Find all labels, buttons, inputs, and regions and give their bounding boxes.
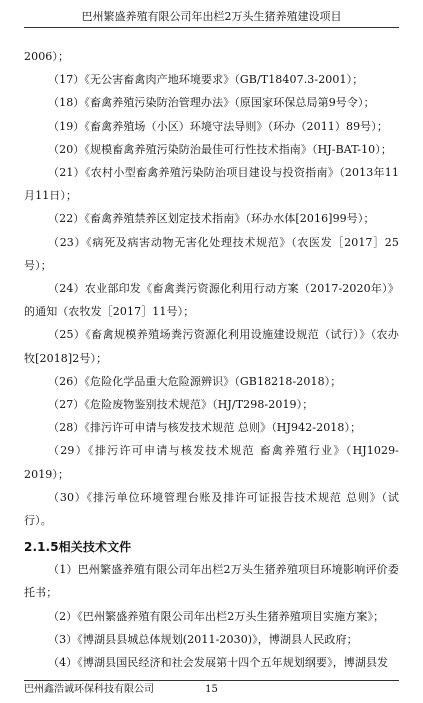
paragraph: （18）《畜禽养殖污染防治管理办法》（原国家环保总局第9号令）； <box>48 96 375 110</box>
page-header <box>24 10 399 28</box>
page-body <box>24 45 399 674</box>
paragraph: （1）巴州繁盛养殖有限公司年出栏2万头生猪养殖项目环境影响评价委托书； <box>24 563 399 600</box>
paragraph: （3）《博湖县县城总体规划(2011-2030)》，博湖县人民政府； <box>48 632 358 646</box>
paragraph: （20）《规模畜禽养殖污染防治最佳可行性技术指南》（HJ-BAT-10）； <box>48 142 392 156</box>
section-heading: 2.1.5相关技术文件 <box>24 540 132 555</box>
paragraph: （2）《巴州繁盛养殖有限公司年出栏2万头生猪养殖项目实施方案》； <box>48 609 385 623</box>
paragraph: （26）《危险化学品重大危险源辨识》（GB18218-2018）； <box>48 374 342 388</box>
paragraph: （21）《农村小型畜禽养殖污染防治项目建设与投资指南》（2013年11月11日）； <box>24 166 399 203</box>
paragraph: （19）《畜禽养殖场（小区）环境守法导则》（环办（2011）89号）； <box>48 119 388 133</box>
paragraph: （4）《博湖县国民经济和社会发展第十四个五年规划纲要》，博湖县发 <box>48 656 389 670</box>
paragraph: （22）《畜禽养殖禁养区划定技术指南》（环办水体[2016]99号）； <box>48 212 375 226</box>
page-number: 15 <box>205 684 218 695</box>
footer-company: 巴州鑫浩诚环保科技有限公司 <box>24 684 154 695</box>
paragraph: （17）《无公害畜禽肉产地环境要求》（GB/T18407.3-2001）； <box>48 73 364 87</box>
paragraph: （29）《排污许可申请与核发技术规范 畜禽养殖行业》（HJ1029-2019）； <box>24 444 399 481</box>
paragraph: （30）《排污单位环境管理台账及排许可证报告技术规范 总则》（试行）。 <box>24 490 399 528</box>
paragraph: （27）《危险废物鉴别技术规范》（HJ/T298-2019）； <box>48 398 314 412</box>
paragraph: （25）《畜禽规模养殖场粪污资源化利用设施建设规范（试行）》（农办牧[2018]2号）； <box>24 328 399 365</box>
paragraph: （24）农业部印发《畜禽粪污资源化利用行动方案（2017-2020年）》的通知（农牧发［2017］11号）； <box>24 282 399 319</box>
page-footer <box>24 680 399 695</box>
paragraph: （23）《病死及病害动物无害化处理技术规范》（农医发［2017］25号）； <box>24 235 399 272</box>
paragraph: 2006）； <box>24 50 70 63</box>
paragraph: （28）《排污许可申请与核发技术规范 总则》（HJ942-2018）； <box>48 421 362 435</box>
header-title: 巴州繁盛养殖有限公司年出栏2万头生猪养殖建设项目 <box>81 10 342 23</box>
